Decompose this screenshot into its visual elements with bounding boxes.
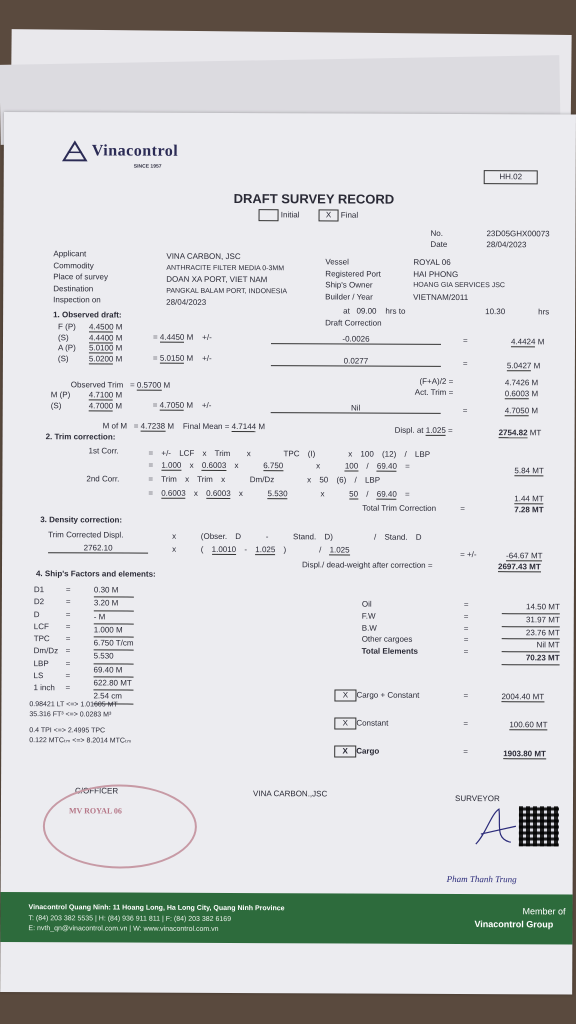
form-code: HH.02 bbox=[484, 170, 538, 184]
footer-email: E: nvth_qn@vinacontrol.com.vn | W: www.vinacontrol.com.vn bbox=[28, 925, 219, 933]
total-trim-label: Total Trim Correction bbox=[362, 503, 437, 513]
density-correction-value: -64.67 MT bbox=[506, 551, 543, 561]
element-labels: Oil F.W B.W Other cargoes Total Elements bbox=[361, 599, 418, 656]
since-label: SINCE 1957 bbox=[133, 163, 162, 170]
company-logo: Vinacontrol bbox=[91, 142, 179, 160]
density-eqpm: = +/- bbox=[460, 549, 477, 560]
element-values: 14.50 MT 31.97 MT 23.76 MT Nil MT 70.23 MT bbox=[502, 601, 560, 665]
qr-code bbox=[519, 806, 559, 846]
dwt-after-correction-value: 2697.43 MT bbox=[498, 562, 541, 572]
observed-trim-row: Observed Trim = 0.5700 M bbox=[70, 380, 171, 390]
draft-values: 4.4500 M 4.4400 M 5.0100 M 5.0200 M bbox=[88, 322, 123, 364]
mofm-row: M of M = 4.7238 M Final Mean = 4.7144 M bbox=[102, 421, 266, 432]
second-corr-value: 1.44 MT bbox=[514, 494, 544, 504]
vessel-values: ROYAL 06 HAI PHONG HOANG GIA SERVICES JSC VIETNAM/2011 bbox=[413, 257, 505, 302]
footer-member-of: Member of bbox=[522, 906, 566, 917]
section-density-correction: 3. Density correction: bbox=[40, 515, 123, 525]
final-option: X Final bbox=[319, 209, 359, 221]
total-trim-value: 7.28 MT bbox=[514, 505, 544, 515]
stamp-text: MV ROYAL 06 bbox=[68, 806, 122, 816]
footer-address: Vinacontrol Quang Ninh: 11 Hoang Long, Ha Long City, Quang Ninh Province bbox=[28, 904, 285, 913]
cargo-row: X Cargo bbox=[334, 745, 379, 757]
trim-formula-4: = 0.6003 x 0.6003 x 5.530 x 50 / 69.40 = bbox=[148, 488, 410, 499]
initial-checkbox bbox=[259, 209, 279, 221]
surveyor-name: Pham Thanh Trung bbox=[446, 873, 517, 885]
aft-mean-row: = 5.0150 M +/- bbox=[152, 353, 212, 363]
unit-conversions: 0.98421 LT <=> 1.01605 MT 35.316 FT³ <=> 0.0283 M³ 0.4 TPI <=> 2.4995 TPC 0.122 MTCₜₘ <=> 8.2014 MTCₜₘ bbox=[29, 701, 132, 745]
date-value: 28/04/2023 bbox=[486, 240, 527, 250]
vessel-labels: Vessel Registered Port Ship's Owner Builder / Year bbox=[325, 257, 381, 302]
client-label: VINA CARBON.,JSC bbox=[253, 789, 328, 799]
trim-formula-1: = +/- LCF x Trim x TPC (I) x 100 (12) / LBP bbox=[148, 448, 431, 459]
fa2-values: 4.7426 M 0.6003 M bbox=[504, 378, 539, 398]
ship-stamp bbox=[43, 784, 197, 869]
dwt-after-correction-label: Displ./ dead-weight after correction = bbox=[302, 560, 433, 570]
no-label: No. bbox=[430, 228, 443, 238]
mid-mean-row: = 4.7050 M +/- bbox=[152, 400, 212, 410]
time-hrs: hrs bbox=[538, 307, 550, 317]
applicant-labels: Applicant Commodity Place of survey Destination Inspection on bbox=[53, 249, 109, 305]
draft-survey-document bbox=[0, 112, 576, 994]
displ-value: 2754.82 MT bbox=[498, 428, 542, 438]
mid-values: 4.7100 M 4.7000 M bbox=[88, 390, 123, 411]
second-corr-label: 2nd Corr. bbox=[86, 474, 120, 484]
date-label: Date bbox=[430, 239, 448, 249]
section-observed-draft: 1. Observed draft: bbox=[53, 310, 122, 320]
trim-corrected-displ-label: Trim Corrected Displ. bbox=[48, 530, 124, 540]
first-corr-value: 5.84 MT bbox=[514, 466, 544, 476]
aft-correction: 0.0277 bbox=[271, 356, 441, 367]
mid-eq: = bbox=[462, 406, 468, 416]
density-formula-head: x (Obser. D - Stand. D) / Stand. D bbox=[172, 531, 422, 542]
factor-values: 0.30 M 3.20 M - M 1.000 M 6.750 T/cm 5.530 69.40 M 622.80 MT 2.54 cm bbox=[93, 584, 133, 704]
time-row: at 09.00 hrs to bbox=[343, 306, 406, 316]
trim-formula-2: = 1.000 x 0.6003 x 6.750 x 100 / 69.40 = bbox=[148, 460, 410, 471]
cargo-eq: = bbox=[463, 747, 468, 757]
trim-corrected-displ-value: 2762.10 bbox=[48, 543, 148, 553]
fa2-labels: (F+A)/2 = Act. Trim = bbox=[414, 376, 454, 397]
footer-phone: T: (84) 203 382 5535 | H: (84) 936 911 811 | F: (84) 203 382 6169 bbox=[28, 915, 232, 923]
mid-final: 4.7050 M bbox=[504, 406, 539, 416]
footer-bar bbox=[0, 892, 572, 944]
constant-value: 100.60 MT bbox=[509, 720, 548, 730]
footer-group: Vinacontrol Group bbox=[474, 919, 554, 930]
fore-eq: = bbox=[462, 336, 468, 346]
cargo-constant-value: 2004.40 MT bbox=[501, 692, 545, 702]
first-corr-label: 1st Corr. bbox=[88, 446, 119, 456]
fore-final: 4.4424 M bbox=[510, 337, 545, 347]
mid-labels: M (P) (S) bbox=[50, 390, 71, 410]
document-title: DRAFT SURVEY RECORD bbox=[233, 191, 395, 207]
surveyor-label: SURVEYOR bbox=[454, 793, 500, 804]
constant-row: X Constant bbox=[334, 717, 388, 729]
total-trim-eq: = bbox=[460, 503, 465, 514]
element-eqs: = = = = = bbox=[463, 600, 469, 657]
applicant-values: VINA CARBON, JSC ANTHRACITE FILTER MEDIA 0-3MM DOAN XA PORT, VIET NAM PANGKAL BALAM PORT, INDONESIA 28/04/2023 bbox=[166, 251, 288, 307]
factor-labels: D1 D2 D LCF TPC Dm/Dz LBP LS 1 inch bbox=[33, 585, 59, 693]
density-formula-values: x ( 1.0010 - 1.025 ) / 1.025 bbox=[172, 544, 350, 555]
no-value: 23D05GHX00073 bbox=[486, 229, 550, 239]
initial-option: Initial bbox=[259, 209, 300, 221]
draft-correction-label: Draft Correction bbox=[325, 318, 382, 328]
aft-final: 5.0427 M bbox=[506, 361, 541, 371]
trim-formula-3: = Trim x Trim x Dm/Dz x 50 (6) / LBP bbox=[148, 474, 381, 485]
cargo-constant-eq: = bbox=[463, 691, 469, 701]
fore-correction: -0.0026 bbox=[271, 334, 441, 345]
cargo-constant-row: X Cargo + Constant bbox=[334, 689, 419, 701]
section-trim-correction: 2. Trim correction: bbox=[45, 432, 116, 442]
time-to: 10.30 bbox=[485, 307, 506, 317]
section-ships-factors: 4. Ship's Factors and elements: bbox=[35, 569, 156, 579]
final-checkbox: X bbox=[319, 209, 339, 221]
fore-mean-row: = 4.4450 M +/- bbox=[152, 332, 212, 342]
officer-label: C/OFFICER bbox=[75, 786, 119, 796]
aft-eq: = bbox=[462, 359, 468, 369]
surveyor-signature bbox=[471, 804, 521, 854]
draft-labels: F (P) (S) A (P) (S) bbox=[57, 322, 76, 363]
vinacontrol-logo-icon bbox=[62, 140, 88, 162]
constant-eq: = bbox=[463, 719, 469, 729]
factor-eqs: = = = = = = = = = bbox=[65, 585, 71, 693]
mid-correction: Nil bbox=[271, 403, 441, 414]
displ-row: Displ. at 1.025 = bbox=[394, 425, 453, 435]
cargo-value: 1903.80 MT bbox=[503, 749, 546, 759]
